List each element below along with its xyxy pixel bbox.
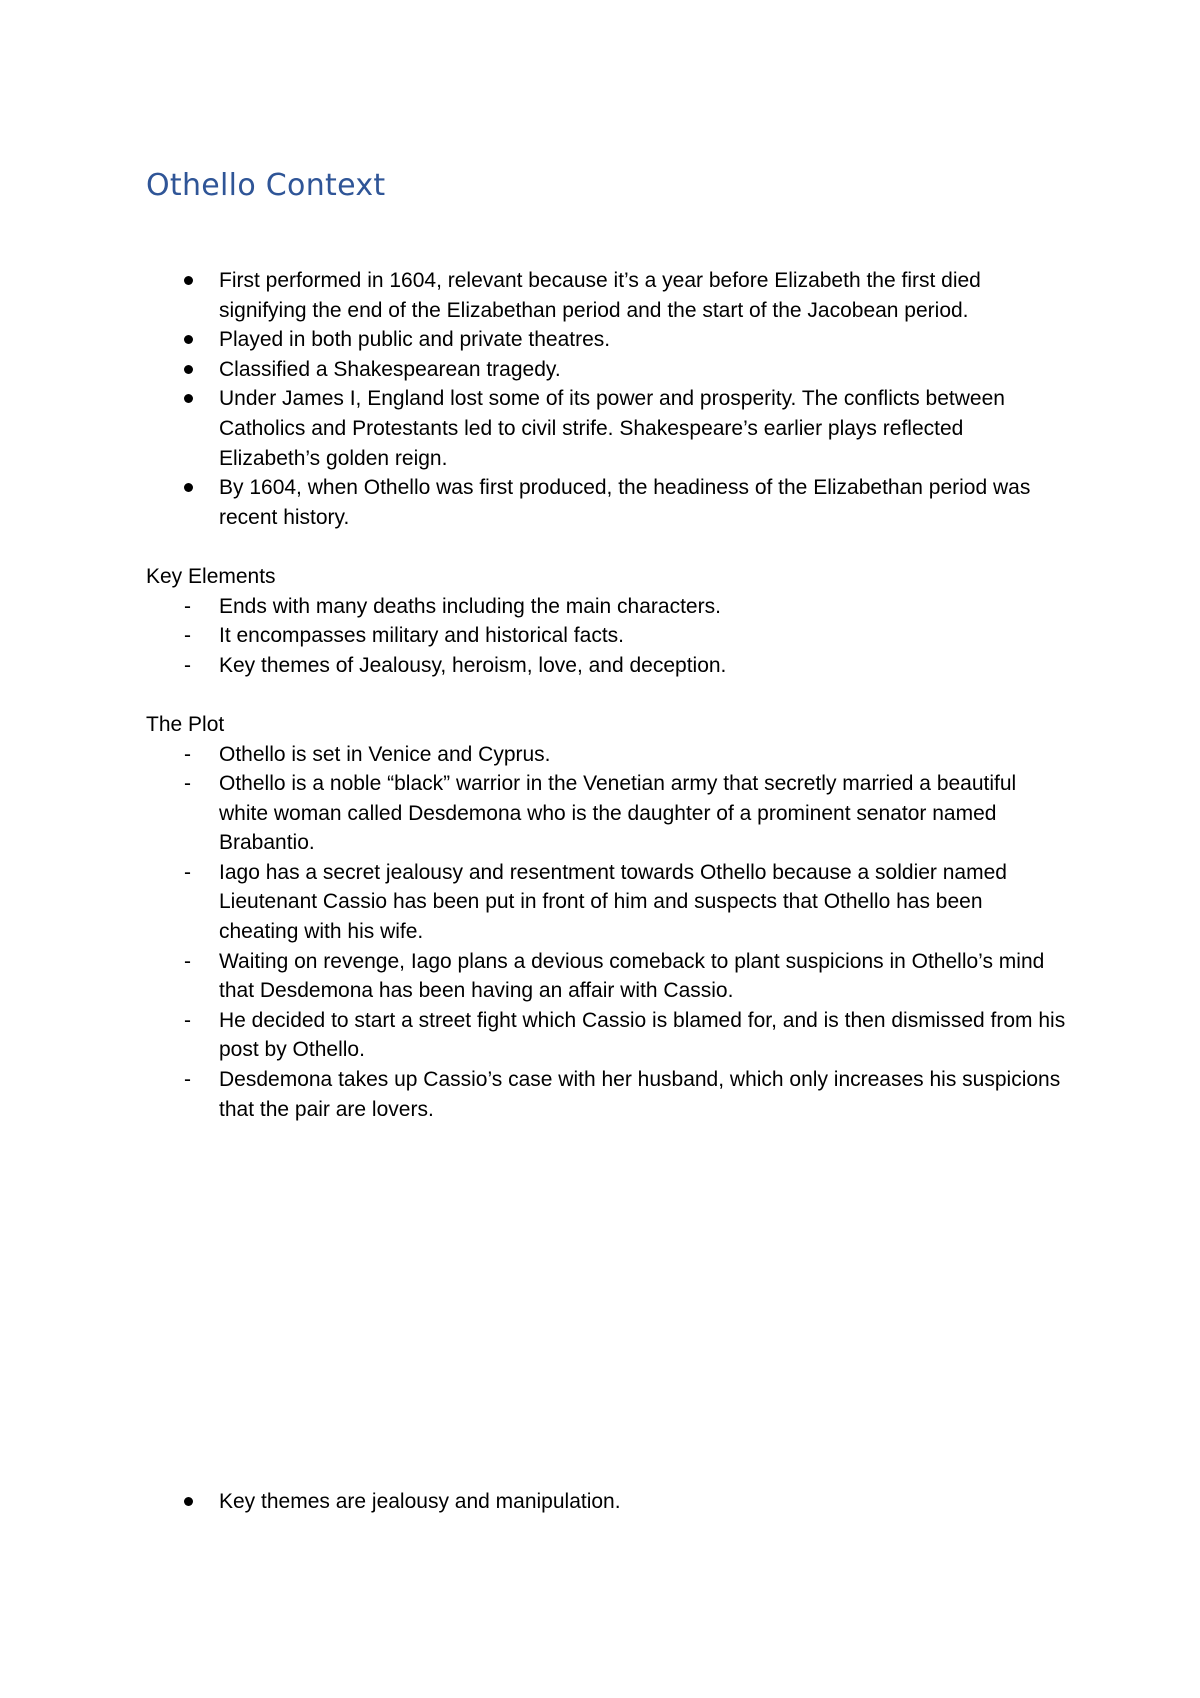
list-item: By 1604, when Othello was first produced, the headiness of the Elizabethan period was recent history. — [146, 473, 1066, 532]
plot-list — [146, 740, 1066, 1125]
list-item: Under James I, England lost some of its power and prosperity. The conflicts between Catholics and Protestants led to civil strife. Shakespeare’s earlier plays reflected Elizabeth’s golden reign. — [146, 384, 1066, 473]
list-item: Key themes are jealousy and manipulation. — [146, 1487, 1066, 1517]
list-item: - He decided to start a street fight which Cassio is blamed for, and is then dismissed from his post by Othello. — [146, 1006, 1066, 1065]
list-item: - Ends with many deaths including the main characters. — [146, 592, 1066, 622]
page-title: Othello Context — [146, 168, 386, 203]
context-bullet-list — [146, 266, 1066, 532]
list-item: - Waiting on revenge, Iago plans a devious comeback to plant suspicions in Othello’s mind that Desdemona has been having an affair with Cassio. — [146, 947, 1066, 1006]
list-item: Classified a Shakespearean tragedy. — [146, 355, 1066, 385]
list-item: - Iago has a secret jealousy and resentment towards Othello because a soldier named Lieutenant Cassio has been put in front of him and suspects that Othello has been cheating with his wife. — [146, 858, 1066, 947]
closing-bullet-list — [146, 1487, 1066, 1517]
list-item: - Key themes of Jealousy, heroism, love, and deception. — [146, 651, 1066, 681]
list-item: First performed in 1604, relevant because it’s a year before Elizabeth the first died signifying the end of the Elizabethan period and the start of the Jacobean period. — [146, 266, 1066, 325]
list-item: Played in both public and private theatres. — [146, 325, 1066, 355]
closing-section — [146, 1487, 1066, 1517]
list-item: - Othello is set in Venice and Cyprus. — [146, 740, 1066, 770]
key-elements-heading: Key Elements — [146, 564, 276, 588]
key-elements-list — [146, 592, 1066, 681]
plot-heading: The Plot — [146, 712, 225, 736]
spacer — [146, 532, 1066, 562]
spacer — [146, 680, 1066, 710]
list-item: - Desdemona takes up Cassio’s case with her husband, which only increases his suspicions that the pair are lovers. — [146, 1065, 1066, 1124]
list-item: - It encompasses military and historical facts. — [146, 621, 1066, 651]
list-item: - Othello is a noble “black” warrior in the Venetian army that secretly married a beautiful white woman called Desdemona who is the daughter of a prominent senator named Brabantio. — [146, 769, 1066, 858]
document-body — [146, 266, 1066, 1124]
